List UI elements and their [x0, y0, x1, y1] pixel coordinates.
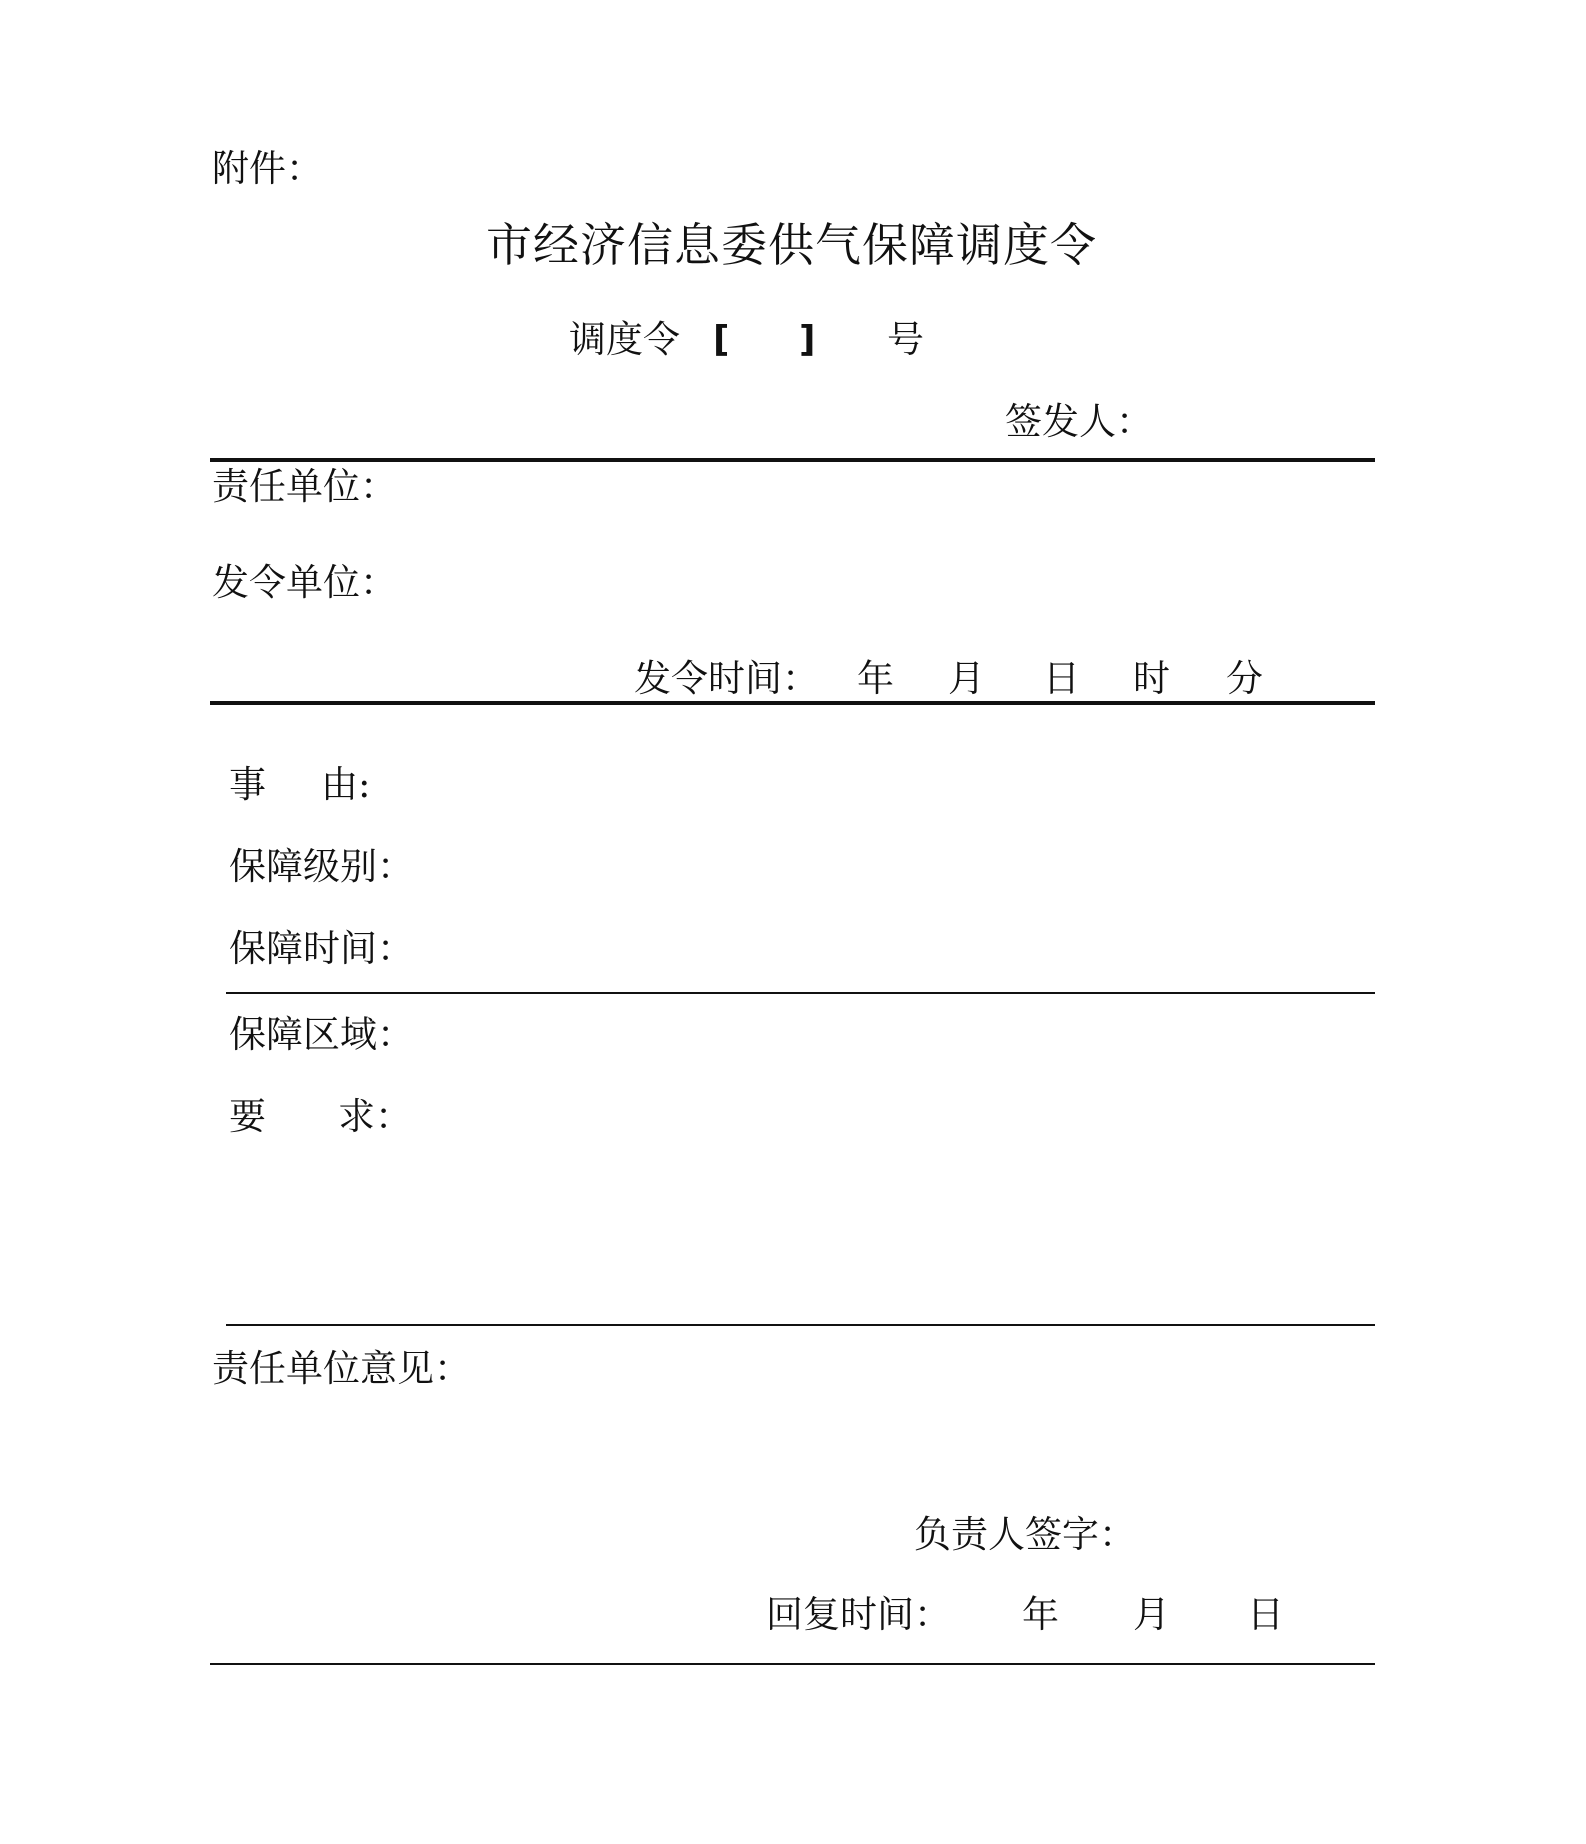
issue-time-label: 发令时间： — [634, 657, 819, 700]
document-title: 市经济信息委供气保障调度令 — [486, 218, 1097, 272]
reply-time-day: 日 — [1247, 1593, 1284, 1636]
guarantee-time-label: 保障时间： — [229, 927, 414, 970]
issue-time-hour: 时 — [1133, 657, 1170, 700]
order-number-suffix: 号 — [887, 318, 924, 361]
guarantee-area-label: 保障区域： — [229, 1013, 414, 1056]
requirement-label-char2: 求： — [338, 1095, 412, 1138]
issuer-label: 签发人： — [1005, 400, 1153, 443]
bottom-divider — [210, 1663, 1375, 1665]
reason-label-char2: 由: — [321, 763, 371, 806]
header-bottom-divider — [210, 701, 1375, 705]
responsible-unit-label: 责任单位： — [212, 465, 397, 508]
issue-time-year: 年 — [857, 657, 894, 700]
top-divider — [210, 458, 1375, 462]
issue-time-day: 日 — [1043, 657, 1080, 700]
guarantee-level-label: 保障级别： — [229, 845, 414, 888]
issue-time-month: 月 — [948, 657, 985, 700]
section-divider — [226, 992, 1375, 994]
signature-label: 负责人签字： — [914, 1513, 1136, 1556]
issue-time-minute: 分 — [1226, 657, 1263, 700]
requirement-label-char1: 要 — [229, 1095, 266, 1138]
reply-time-year: 年 — [1022, 1593, 1059, 1636]
attachment-label: 附件： — [212, 147, 323, 190]
order-number-bracket-close: ] — [799, 319, 816, 360]
requirement-bottom-divider — [226, 1324, 1375, 1326]
responsible-unit-opinion-label: 责任单位意见： — [212, 1347, 471, 1390]
reason-label-char1: 事 — [229, 763, 266, 806]
issuing-unit-label: 发令单位： — [212, 561, 397, 604]
order-number-prefix: 调度令 — [569, 318, 680, 361]
reply-time-label: 回复时间： — [766, 1593, 951, 1636]
order-number-bracket-open: [ — [713, 319, 730, 360]
reply-time-month: 月 — [1133, 1593, 1170, 1636]
